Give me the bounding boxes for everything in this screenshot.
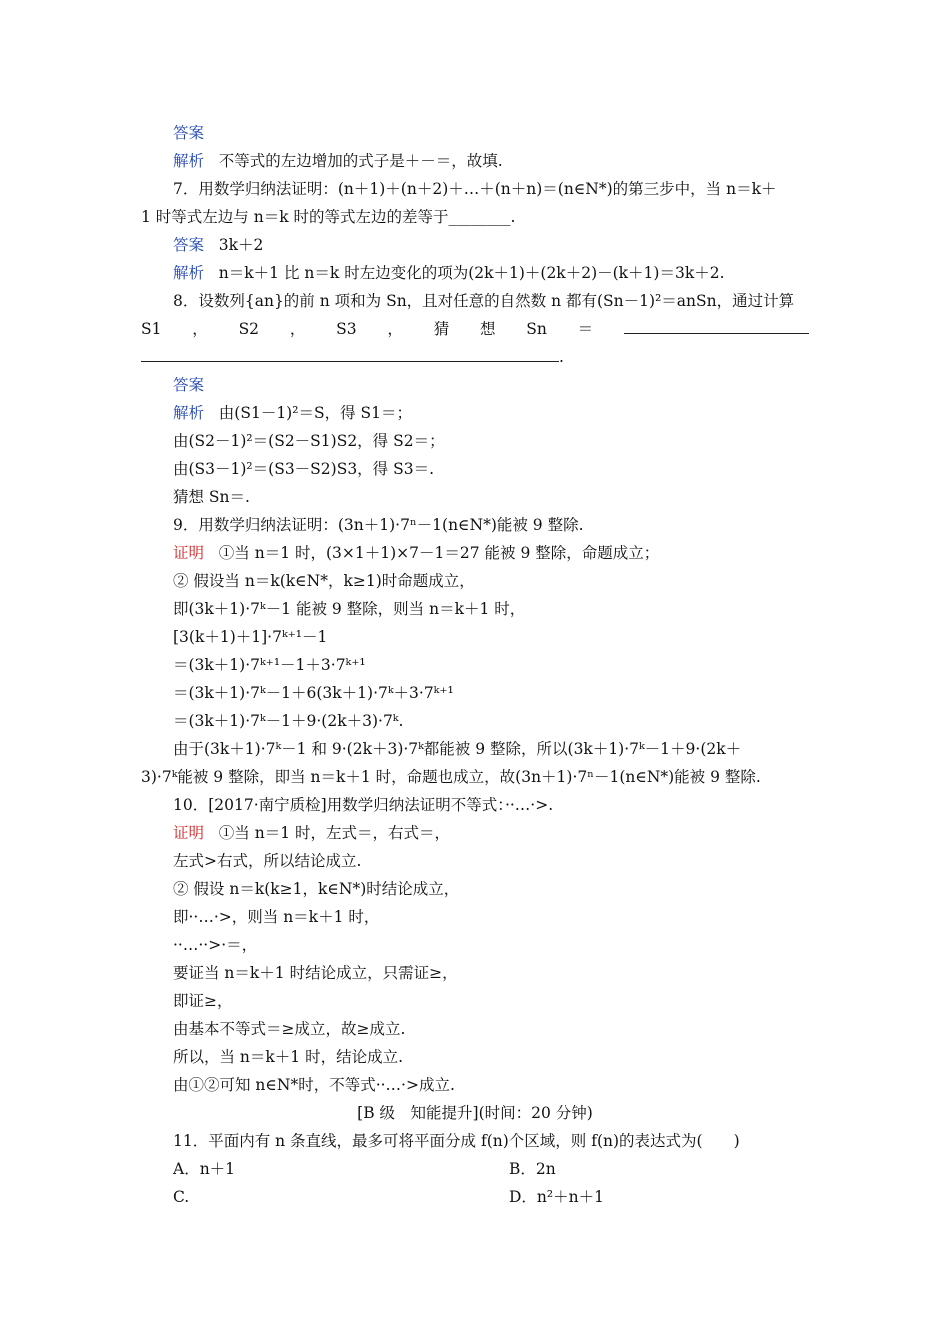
- proof-10-line-9: 所以，当 n＝k＋1 时，结论成立.: [173, 1048, 404, 1066]
- answer-blank-1: [624, 319, 809, 334]
- section-heading-b-level: [B 级 知能提升](时间：20 分钟): [357, 1104, 593, 1122]
- guess-char-2: 想: [479, 320, 496, 338]
- proof-10-line-5: ··…··>·＝，: [173, 936, 258, 954]
- answer-blank-2: [141, 347, 559, 362]
- analysis-line-8: [173, 403, 412, 423]
- question-9: 9．用数学归纳法证明：(3n＋1)·7ⁿ－1(n∈N*)能被 9 整除.: [173, 516, 584, 534]
- proof-10-line-3: ② 假设 n＝k(k≥1，k∈N*)时结论成立，: [173, 880, 460, 898]
- s3-term: S3: [336, 320, 357, 338]
- proof-9-line-3: 即(3k＋1)·7ᵏ－1 能被 9 整除，则当 n＝k＋1 时，: [173, 600, 526, 618]
- proof-10-line-7: 即证≥，: [173, 992, 233, 1010]
- question-8-line-3: [141, 347, 564, 367]
- analysis-label: 解析: [173, 152, 205, 170]
- analysis-line-8c: 由(S3－1)²＝(S3－S2)S3，得 S3＝.: [173, 460, 435, 478]
- question-10: 10．[2017·南宁质检]用数学归纳法证明不等式：··…·>.: [173, 796, 554, 814]
- proof-text: ①当 n＝1 时，(3×1＋1)×7－1＝27 能被 9 整除，命题成立；: [218, 544, 660, 562]
- option-b: B．2n: [509, 1160, 556, 1178]
- answer-label: 答案: [173, 236, 205, 254]
- analysis-label: 解析: [173, 264, 205, 282]
- equals-sign: ＝: [577, 320, 594, 338]
- answer-label: 答案: [173, 376, 205, 394]
- question-11: 11．平面内有 n 条直线，最多可将平面分成 f(n)个区域，则 f(n)的表达式为( ): [173, 1132, 740, 1150]
- option-a: A．n＋1: [173, 1160, 236, 1178]
- question-7-line-2: 1 时等式左边与 n＝k 时的等式左边的差等于________.: [141, 208, 516, 226]
- analysis-line-8d: 猜想 Sn＝.: [173, 488, 250, 506]
- period: .: [559, 348, 564, 366]
- proof-9-line-2: ② 假设当 n＝k(k∈N*，k≥1)时命题成立，: [173, 572, 475, 590]
- answer-label: 答案: [173, 124, 205, 142]
- analysis-line-6: [173, 151, 503, 171]
- proof-9-line-5: ＝(3k＋1)·7ᵏ⁺¹－1＋3·7ᵏ⁺¹: [173, 656, 366, 674]
- proof-10-line-8: 由基本不等式＝≥成立，故≥成立.: [173, 1020, 406, 1038]
- proof-9-line-7: ＝(3k＋1)·7ᵏ－1＋9·(2k＋3)·7ᵏ.: [173, 712, 404, 730]
- proof-10-line-10: 由①②可知 n∈N*时，不等式··…·>成立.: [173, 1076, 455, 1094]
- option-d: D．n²＋n＋1: [509, 1188, 604, 1206]
- proof-9-line-1: [173, 543, 659, 563]
- proof-10-line-6: 要证当 n＝k＋1 时结论成立，只需证≥，: [173, 964, 458, 982]
- question-7-line-1: 7．用数学归纳法证明：(n＋1)＋(n＋2)＋…＋(n＋n)＝(n∈N*)的第三步中，当 n＝k＋: [173, 180, 777, 198]
- question-8-line-1: 8．设数列{an}的前 n 项和为 Sn，且对任意的自然数 n 都有(Sn－1)²＝anSn，通过计算: [173, 292, 795, 310]
- s1-term: S1: [141, 320, 162, 338]
- proof-9-line-9: 3)·7ᵏ能被 9 整除，即当 n＝k＋1 时，命题也成立，故(3n＋1)·7ⁿ－1(n∈N*)能被 9 整除.: [141, 768, 761, 786]
- proof-9-line-8: 由于(3k＋1)·7ᵏ－1 和 9·(2k＋3)·7ᵏ都能被 9 整除，所以(3k＋1)·7ᵏ－1＋9·(2k＋: [173, 740, 742, 758]
- proof-9-line-6: ＝(3k＋1)·7ᵏ－1＋6(3k＋1)·7ᵏ＋3·7ᵏ⁺¹: [173, 684, 454, 702]
- answer-text: 3k＋2: [218, 236, 264, 254]
- proof-label: 证明: [173, 824, 205, 842]
- option-c: C.: [173, 1188, 190, 1206]
- analysis-line-7: [173, 263, 725, 283]
- answer-line-7: [173, 235, 263, 255]
- analysis-text: 由(S1－1)²＝S，得 S1＝；: [218, 404, 412, 422]
- proof-10-line-4: 即··…·>，则当 n＝k＋1 时，: [173, 908, 380, 926]
- comma: ，: [387, 320, 403, 338]
- comma: ，: [192, 320, 208, 338]
- analysis-label: 解析: [173, 404, 205, 422]
- guess-char-1: 猜: [433, 320, 450, 338]
- answer-line-6: [173, 123, 204, 143]
- proof-10-line-1: [173, 823, 450, 843]
- proof-10-line-2: 左式>右式，所以结论成立.: [173, 852, 362, 870]
- proof-9-line-4: [3(k＋1)＋1]·7ᵏ⁺¹－1: [173, 628, 328, 646]
- sn-term: Sn: [526, 320, 547, 338]
- analysis-line-8b: 由(S2－1)²＝(S2－S1)S2，得 S2＝；: [173, 432, 445, 450]
- analysis-text: 不等式的左边增加的式子是＋－＝，故填.: [218, 152, 503, 170]
- s2-term: S2: [238, 320, 260, 338]
- answer-line-8: [173, 375, 204, 395]
- proof-label: 证明: [173, 544, 205, 562]
- analysis-text: n＝k＋1 比 n＝k 时左边变化的项为(2k＋1)＋(2k＋2)－(k＋1)＝3k＋2.: [218, 264, 725, 282]
- question-8-line-2: [141, 319, 809, 339]
- proof-text: ①当 n＝1 时，左式＝，右式＝，: [218, 824, 450, 842]
- comma: ，: [289, 320, 306, 338]
